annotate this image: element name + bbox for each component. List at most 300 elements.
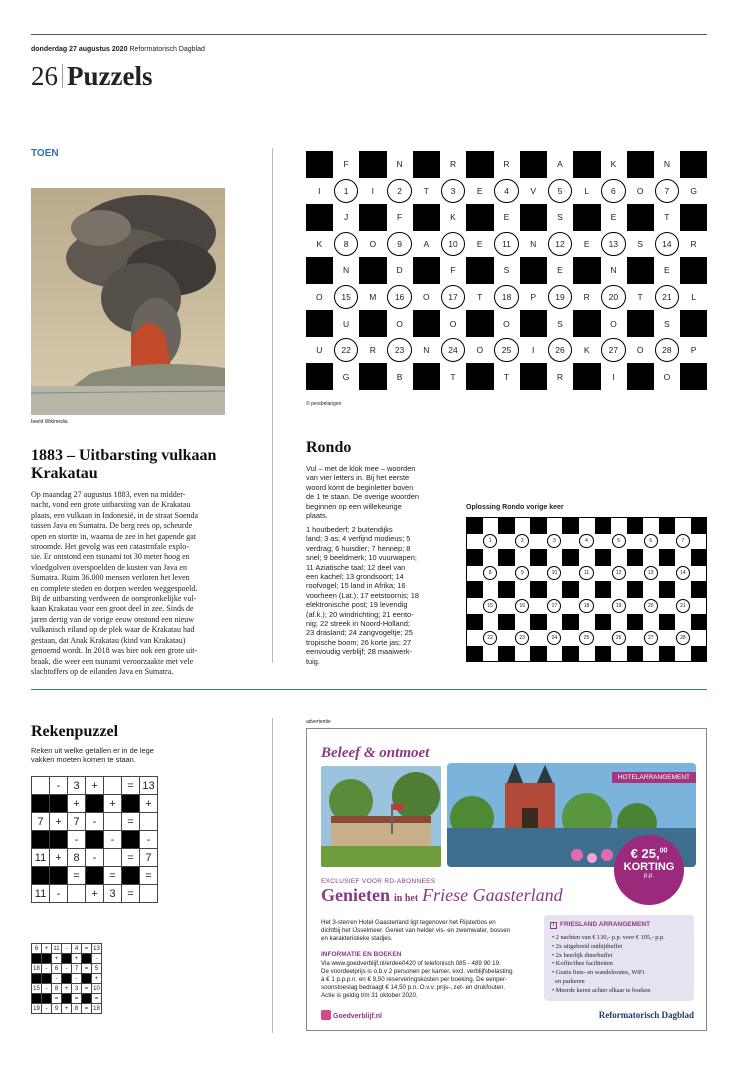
article-line: slachtoffers op de eilanden Java en Sumatra.: [31, 666, 174, 676]
letter-cell[interactable]: O: [476, 345, 484, 356]
solution-circle: 7: [676, 534, 690, 548]
letter-cell[interactable]: K: [316, 238, 323, 249]
reken-solution-cell: 4: [72, 944, 82, 954]
reken-solution-cell: 11: [53, 945, 60, 952]
solution-circle: 3: [547, 534, 561, 548]
circle-cell[interactable]: 15: [334, 285, 359, 310]
letter-cell[interactable]: O: [636, 345, 644, 356]
letter-cell[interactable]: N: [423, 345, 430, 356]
letter-cell[interactable]: E: [664, 265, 670, 276]
black-square: [680, 257, 707, 284]
letter-cell[interactable]: N: [530, 238, 537, 249]
article-line: vulkanisch eiland op de plek waar de Krakatau had: [31, 625, 195, 635]
black-square: [466, 310, 493, 337]
toen-label: TOEN: [31, 148, 59, 159]
circle-cell[interactable]: 13: [601, 232, 626, 257]
letter-cell[interactable]: N: [610, 265, 617, 276]
paper-name: Reformatorisch Dagblad: [129, 46, 205, 53]
letter-cell[interactable]: O: [503, 318, 510, 329]
article-line: tussen Java en Sumatra. De berg rees op, scheurde: [31, 521, 193, 531]
black-cell: [86, 795, 104, 813]
letter-cell[interactable]: F: [343, 159, 349, 170]
black-cell: [86, 867, 104, 885]
black-cell: [42, 954, 52, 964]
reken-cell: =: [104, 867, 122, 885]
reken-cell: -: [140, 831, 158, 849]
reken-cell: +: [104, 795, 122, 813]
letter-cell[interactable]: G: [690, 185, 697, 196]
black-square: [680, 363, 707, 390]
reken-solution-cell: =: [82, 944, 92, 954]
rekenpuzzel-solution: [31, 943, 102, 1014]
solution-circle: 11: [579, 566, 593, 580]
info-line: à € 1 p.p.p.n. en € 9,50 reserveringskosten per boeking. De eenper-: [321, 976, 508, 983]
letter-cell[interactable]: L: [691, 292, 696, 303]
reken-solution-cell: +: [62, 1004, 72, 1014]
solution-circle: 25: [579, 631, 593, 645]
reken-cell: =: [122, 813, 140, 831]
solution-circle: 16: [515, 599, 529, 613]
black-square: [466, 204, 493, 231]
column-divider-bottom: [272, 718, 273, 1033]
circle-cell[interactable]: 12: [548, 232, 573, 257]
reken-cell[interactable]: [32, 777, 50, 795]
black-square: [573, 257, 600, 284]
circle-cell[interactable]: 20: [601, 285, 626, 310]
letter-cell[interactable]: T: [423, 185, 429, 196]
intro-line: plaats.: [306, 511, 328, 521]
circle-cell[interactable]: 18: [494, 285, 519, 310]
reken-solution-cell: +: [62, 984, 72, 994]
letter-cell[interactable]: N: [343, 265, 350, 276]
page-number: 26: [31, 61, 58, 91]
letter-cell[interactable]: S: [557, 318, 563, 329]
letter-cell[interactable]: P: [690, 345, 697, 356]
circle-cell[interactable]: 8: [334, 232, 359, 257]
ad-body: [321, 919, 551, 943]
circle-cell[interactable]: 27: [601, 338, 626, 363]
solution-circle: 26: [612, 631, 626, 645]
toen-headline: 1883 – Uitbarsting vulkaan Krakatau: [31, 447, 217, 482]
letter-cell[interactable]: O: [449, 318, 457, 329]
black-square: [627, 310, 654, 337]
letter-cell[interactable]: F: [450, 265, 456, 276]
article-line: kaan Krakatau voor een groot deel in zee. Sinds de: [31, 604, 194, 614]
reken-solution-cell: 13: [93, 945, 100, 952]
reken-solution-cell: =: [82, 984, 92, 994]
intro-line: de 1 te staan. De overige woorden: [306, 492, 419, 502]
letter-cell[interactable]: U: [316, 345, 323, 356]
letter-cell[interactable]: E: [476, 185, 483, 196]
intro-line: Vul – met de klok mee – woorden: [306, 464, 416, 473]
dateline: [31, 46, 205, 53]
arrangement-list: [552, 934, 692, 996]
letter-cell[interactable]: A: [423, 238, 430, 249]
info-line: Via www.goedverblijf.nl/erdee0420 of telefonisch 085 - 489 90 19.: [321, 960, 501, 967]
circle-cell[interactable]: 23: [387, 338, 412, 363]
body-line: en karakteristieke stadjes.: [321, 935, 393, 942]
letter-cell[interactable]: K: [583, 345, 590, 356]
black-square: [466, 363, 493, 390]
solution-circle: 2: [515, 534, 529, 548]
letter-cell[interactable]: A: [557, 159, 563, 170]
letter-cell[interactable]: E: [583, 238, 590, 249]
letter-cell[interactable]: G: [342, 371, 350, 382]
black-square: [413, 363, 440, 390]
column-divider: [272, 148, 273, 663]
circle-cell[interactable]: 5: [548, 179, 573, 204]
solution-circle: 20: [644, 599, 658, 613]
letter-cell[interactable]: O: [610, 318, 617, 329]
rondo-grid: [306, 151, 707, 390]
circle-cell[interactable]: 14: [655, 232, 680, 257]
reken-cell: 3: [104, 885, 122, 903]
rondo-solution-title: Oplossing Rondo vorige keer: [466, 504, 564, 511]
black-square: [359, 310, 386, 337]
article-line: stroomde. Het gevolg was een catastrofale explo-: [31, 542, 189, 552]
page-title: [31, 61, 152, 92]
black-square: [306, 310, 333, 337]
reken-cell: -: [50, 777, 68, 795]
clue-line: (af.k.); 20 windrichting; 21 eento-: [306, 609, 414, 619]
letter-cell[interactable]: S: [664, 318, 670, 329]
black-square: [306, 204, 333, 231]
letter-cell[interactable]: O: [422, 292, 430, 303]
black-square: [520, 363, 547, 390]
arrangement-item: • Meerde keren achter elkaar te boeken: [552, 986, 651, 994]
toen-article: [31, 490, 267, 677]
clue-line: roofvogel; 15 land in Afrika; 16: [306, 581, 406, 591]
article-line: plaats, een vulkaan in Indonesië, in de straat Soenda: [31, 510, 199, 520]
clue-line: tropische boom; 26 korte jas; 27: [306, 637, 412, 647]
solution-circle: 1: [483, 534, 497, 548]
brand-rd: Reformatorisch Dagblad: [598, 1010, 694, 1020]
reken-cell[interactable]: [140, 885, 158, 903]
reken-solution-cell: +: [92, 974, 102, 984]
reken-solution-cell: 8: [72, 1004, 82, 1014]
reken-cell: =: [122, 777, 140, 795]
ad-label: advertentie: [306, 719, 331, 725]
reken-cell: 7: [140, 849, 158, 867]
letter-cell[interactable]: R: [583, 292, 590, 303]
reken-solution-cell: -: [72, 974, 82, 984]
letter-cell[interactable]: K: [450, 212, 456, 223]
reken-solution-cell: -: [92, 954, 102, 964]
letter-cell[interactable]: O: [663, 371, 671, 382]
black-square: [573, 310, 600, 337]
letter-cell[interactable]: E: [610, 212, 617, 223]
solution-circle: 15: [483, 599, 497, 613]
letter-cell[interactable]: T: [477, 292, 483, 303]
clue-line: tuig.: [306, 656, 320, 666]
advertisement[interactable]: [306, 728, 707, 1031]
black-cell: [32, 831, 50, 849]
letter-cell[interactable]: O: [636, 185, 644, 196]
brand-icon: [321, 1010, 331, 1020]
body-line: Het 3-sterren Hotel Gaasterland ligt tegenover het Rijsterbos en: [321, 919, 496, 926]
clue-line: 23 drasland; 24 zangvogeltje; 25: [306, 628, 413, 638]
black-cell: [32, 795, 50, 813]
reken-cell: =: [122, 849, 140, 867]
clue-line: nig; 22 streek in Noord-Holland;: [306, 619, 410, 629]
circle-cell[interactable]: 26: [548, 338, 573, 363]
letter-cell[interactable]: O: [396, 318, 403, 329]
reken-cell: -: [86, 813, 104, 831]
reken-cell: +: [50, 813, 68, 831]
intro-line: Reken uit welke getallen er in de lege: [31, 746, 154, 755]
circle-cell[interactable]: 10: [441, 232, 466, 257]
discount: KORTING: [623, 861, 675, 873]
solution-circle: 18: [579, 599, 593, 613]
letter-cell[interactable]: U: [343, 318, 350, 329]
letter-cell[interactable]: T: [664, 212, 670, 223]
circle-cell[interactable]: 22: [334, 338, 359, 363]
reken-cell[interactable]: [104, 813, 122, 831]
reken-solution-cell: 19: [33, 1005, 40, 1012]
black-square: [520, 257, 547, 284]
reken-cell: +: [140, 795, 158, 813]
black-cell: [32, 994, 42, 1004]
reken-cell: +: [68, 795, 86, 813]
reken-solution-cell: 7: [72, 964, 82, 974]
black-cell: [50, 795, 68, 813]
circle-cell[interactable]: 25: [494, 338, 519, 363]
rekenpuzzel-title: Rekenpuzzel: [31, 723, 119, 740]
reken-solution-cell: 3: [72, 984, 82, 994]
black-cell: [122, 831, 140, 849]
letter-cell[interactable]: T: [637, 292, 643, 303]
brand-left: Goedverblijf.nl: [333, 1013, 383, 1020]
reken-solution-cell: =: [92, 994, 102, 1004]
solution-circle: 13: [644, 566, 658, 580]
article-line: Bij de uitbarsting verdween de oorspronkelijke vul-: [31, 594, 197, 604]
reken-cell: -: [68, 831, 86, 849]
ad-headline: Beleef & ontmoet: [321, 745, 430, 761]
rondo-title: Rondo: [306, 439, 352, 456]
black-cell: [32, 867, 50, 885]
solution-circle: 8: [483, 566, 497, 580]
reken-solution-cell: 5: [92, 964, 102, 974]
solution-circle: 24: [547, 631, 561, 645]
image-caption: beeld Wikimedia: [31, 419, 68, 425]
circle-cell[interactable]: 1: [334, 179, 359, 204]
circle-cell[interactable]: 6: [601, 179, 626, 204]
letter-cell[interactable]: E: [503, 212, 510, 223]
letter-cell[interactable]: I: [318, 185, 321, 196]
letter-cell[interactable]: S: [637, 238, 643, 249]
letter-cell[interactable]: S: [503, 265, 510, 276]
circle-cell[interactable]: 16: [387, 285, 412, 310]
circle-cell[interactable]: 2: [387, 179, 412, 204]
letter-cell[interactable]: J: [343, 212, 349, 223]
reken-cell: 3: [68, 777, 86, 795]
reken-solution-cell: 8: [52, 984, 62, 994]
letter-cell[interactable]: P: [530, 292, 537, 303]
circle-cell[interactable]: 21: [655, 285, 680, 310]
circle-cell[interactable]: 9: [387, 232, 412, 257]
reken-cell[interactable]: [140, 813, 158, 831]
reken-solution-cell: =: [82, 1004, 92, 1014]
arrangement-item: • 2x heerlijk dinerbuffet: [552, 951, 613, 959]
reken-cell: -: [50, 885, 68, 903]
article-line: jaren dertig van de vorige eeuw onstond een nieuw: [31, 614, 195, 624]
black-square: [413, 204, 440, 231]
reken-solution-cell: +: [52, 954, 62, 964]
reken-solution-cell: -: [62, 944, 72, 954]
solution-circle: 10: [547, 566, 561, 580]
solution-circle: 17: [547, 599, 561, 613]
article-line: gestaan, dat Anak Krakatau (kind van Krakatau): [31, 635, 186, 645]
letter-cell[interactable]: O: [369, 238, 377, 249]
per-person: p.p.: [643, 873, 654, 879]
letter-cell[interactable]: N: [663, 159, 670, 170]
clue-line: snel; 9 beeldmerk; 10 vuurwapen;: [306, 553, 417, 563]
black-cell: [62, 994, 72, 1004]
reken-solution-cell: 6: [32, 944, 42, 954]
letter-cell[interactable]: R: [369, 345, 376, 356]
circle-cell[interactable]: 24: [441, 338, 466, 363]
black-cell: [50, 867, 68, 885]
grid-credit: © persbelangen: [306, 401, 342, 407]
letter-cell[interactable]: M: [369, 292, 377, 303]
body-line: dichtbij het IJsselmeer. Geniet van helder vis- en zwemwater, bossen: [321, 927, 511, 934]
article-line: sie. Er ontstond een tsunami tot 30 meter hoog en: [31, 552, 190, 562]
black-square: [573, 363, 600, 390]
black-cell: [122, 795, 140, 813]
circle-cell[interactable]: 28: [655, 338, 680, 363]
solution-circle: 6: [644, 534, 658, 548]
reken-cell[interactable]: [104, 777, 122, 795]
letter-cell[interactable]: F: [396, 212, 403, 223]
black-cell: [32, 974, 42, 984]
letter-cell[interactable]: K: [610, 159, 617, 170]
price-badge: [614, 835, 684, 905]
circle-cell[interactable]: 7: [655, 179, 680, 204]
reken-solution-cell: +: [42, 944, 52, 954]
reken-solution-cell: -: [42, 984, 52, 994]
clue-line: voorheen (Lat.); 17 eetstoornis; 18: [306, 590, 419, 600]
solution-circle: 28: [676, 631, 690, 645]
article-line: Op maandag 27 augustus 1883, even na midder-: [31, 490, 186, 499]
letter-cell[interactable]: I: [532, 345, 535, 356]
letter-cell[interactable]: R: [690, 238, 697, 249]
reken-solution-cell: -: [52, 974, 62, 984]
section-divider: [31, 689, 707, 690]
letter-cell[interactable]: B: [396, 371, 403, 382]
letter-cell[interactable]: O: [316, 292, 323, 303]
ad-info: [321, 960, 556, 1000]
reken-solution-cell: 15: [33, 985, 40, 992]
info-icon: i: [550, 922, 557, 929]
reken-cell: 11: [32, 885, 50, 903]
letter-cell[interactable]: L: [584, 185, 590, 196]
arrangement-item: • Koffie/thee faciliteiten: [552, 960, 613, 968]
letter-cell[interactable]: I: [371, 185, 374, 196]
letter-cell[interactable]: S: [557, 212, 563, 223]
reken-solution-cell: =: [72, 994, 82, 1004]
solution-circle: 23: [515, 631, 529, 645]
solution-circle: 9: [515, 566, 529, 580]
solution-circle: 14: [676, 566, 690, 580]
black-square: [627, 257, 654, 284]
letter-cell[interactable]: N: [396, 159, 403, 170]
black-square: [306, 257, 333, 284]
reken-cell[interactable]: [104, 849, 122, 867]
letter-cell[interactable]: E: [476, 238, 483, 249]
letter-cell[interactable]: T: [503, 371, 510, 382]
black-square: [413, 257, 440, 284]
article-line: braak, die weer een tsunami veroorzaakte met vele: [31, 656, 194, 666]
intro-line: woord komt de beginletter boven: [306, 482, 414, 492]
reken-cell: +: [86, 885, 104, 903]
black-square: [413, 151, 440, 178]
letter-cell[interactable]: D: [396, 265, 403, 276]
reken-cell: 13: [140, 777, 158, 795]
black-square: [680, 151, 707, 178]
black-cell: [42, 974, 52, 984]
arrangement-title-text: FRIESLAND ARRANGEMENT: [560, 921, 651, 928]
location: Friese Gaasterland: [422, 885, 563, 905]
solution-border: [466, 517, 707, 662]
reken-cell: +: [50, 849, 68, 867]
black-square: [359, 204, 386, 231]
genieten: Genieten: [321, 885, 390, 905]
article-line: genoemd wordt. In 2018 was hier ook een grote uit-: [31, 646, 198, 656]
black-square: [306, 363, 333, 390]
info-line: De voordeelprijs is o.b.v 2 personen per kamer, excl. verblijfsbelasting: [321, 968, 513, 975]
letter-cell[interactable]: I: [612, 371, 615, 382]
circle-cell[interactable]: 19: [548, 285, 573, 310]
reken-solution-cell: =: [52, 994, 62, 1004]
black-square: [627, 204, 654, 231]
reken-cell[interactable]: [68, 885, 86, 903]
circle-cell[interactable]: 4: [494, 179, 519, 204]
black-cell: [50, 831, 68, 849]
solution-circle: 22: [483, 631, 497, 645]
clue-line: elektronische post; 19 levendig: [306, 600, 408, 610]
black-cell: [42, 994, 52, 1004]
circle-cell[interactable]: 3: [441, 179, 466, 204]
black-square: [573, 204, 600, 231]
reken-cell: -: [86, 849, 104, 867]
reken-cell: 7: [68, 813, 86, 831]
ad-title: [321, 885, 563, 906]
solution-circle: 12: [612, 566, 626, 580]
letter-cell[interactable]: V: [530, 185, 537, 196]
letter-cell[interactable]: E: [557, 265, 563, 276]
letter-cell[interactable]: R: [503, 159, 510, 170]
black-square: [680, 204, 707, 231]
article-line: en complete steden en dorpen werden weggespoeld.: [31, 583, 198, 593]
circle-cell[interactable]: 17: [441, 285, 466, 310]
arrangement-item: • 2 nachten van € 130,- p.p. voor € 105,- p.p.: [552, 934, 665, 941]
reken-solution-cell: =: [82, 964, 92, 974]
arrangement-title: [550, 921, 650, 929]
clue-line: land; 3 as; 4 verfijnd modieus; 5: [306, 534, 411, 544]
article-line: Sumatra. Ruim 36.000 mensen verloren het leven: [31, 573, 190, 583]
letter-cell[interactable]: R: [449, 159, 457, 170]
black-square: [520, 310, 547, 337]
circle-cell[interactable]: 11: [494, 232, 519, 257]
black-square: [680, 310, 707, 337]
reken-solution-cell: -: [42, 1004, 52, 1014]
solution-circle: 5: [612, 534, 626, 548]
arrangement-item: • Gratis fiets- en wandelroutes, WiFi: [552, 969, 645, 977]
letter-cell[interactable]: T: [450, 371, 456, 382]
letter-cell[interactable]: R: [556, 371, 564, 382]
intro-line: van vier letters in. Bij het eerste: [306, 473, 410, 483]
brand-goedverblijf[interactable]: [321, 1010, 382, 1020]
